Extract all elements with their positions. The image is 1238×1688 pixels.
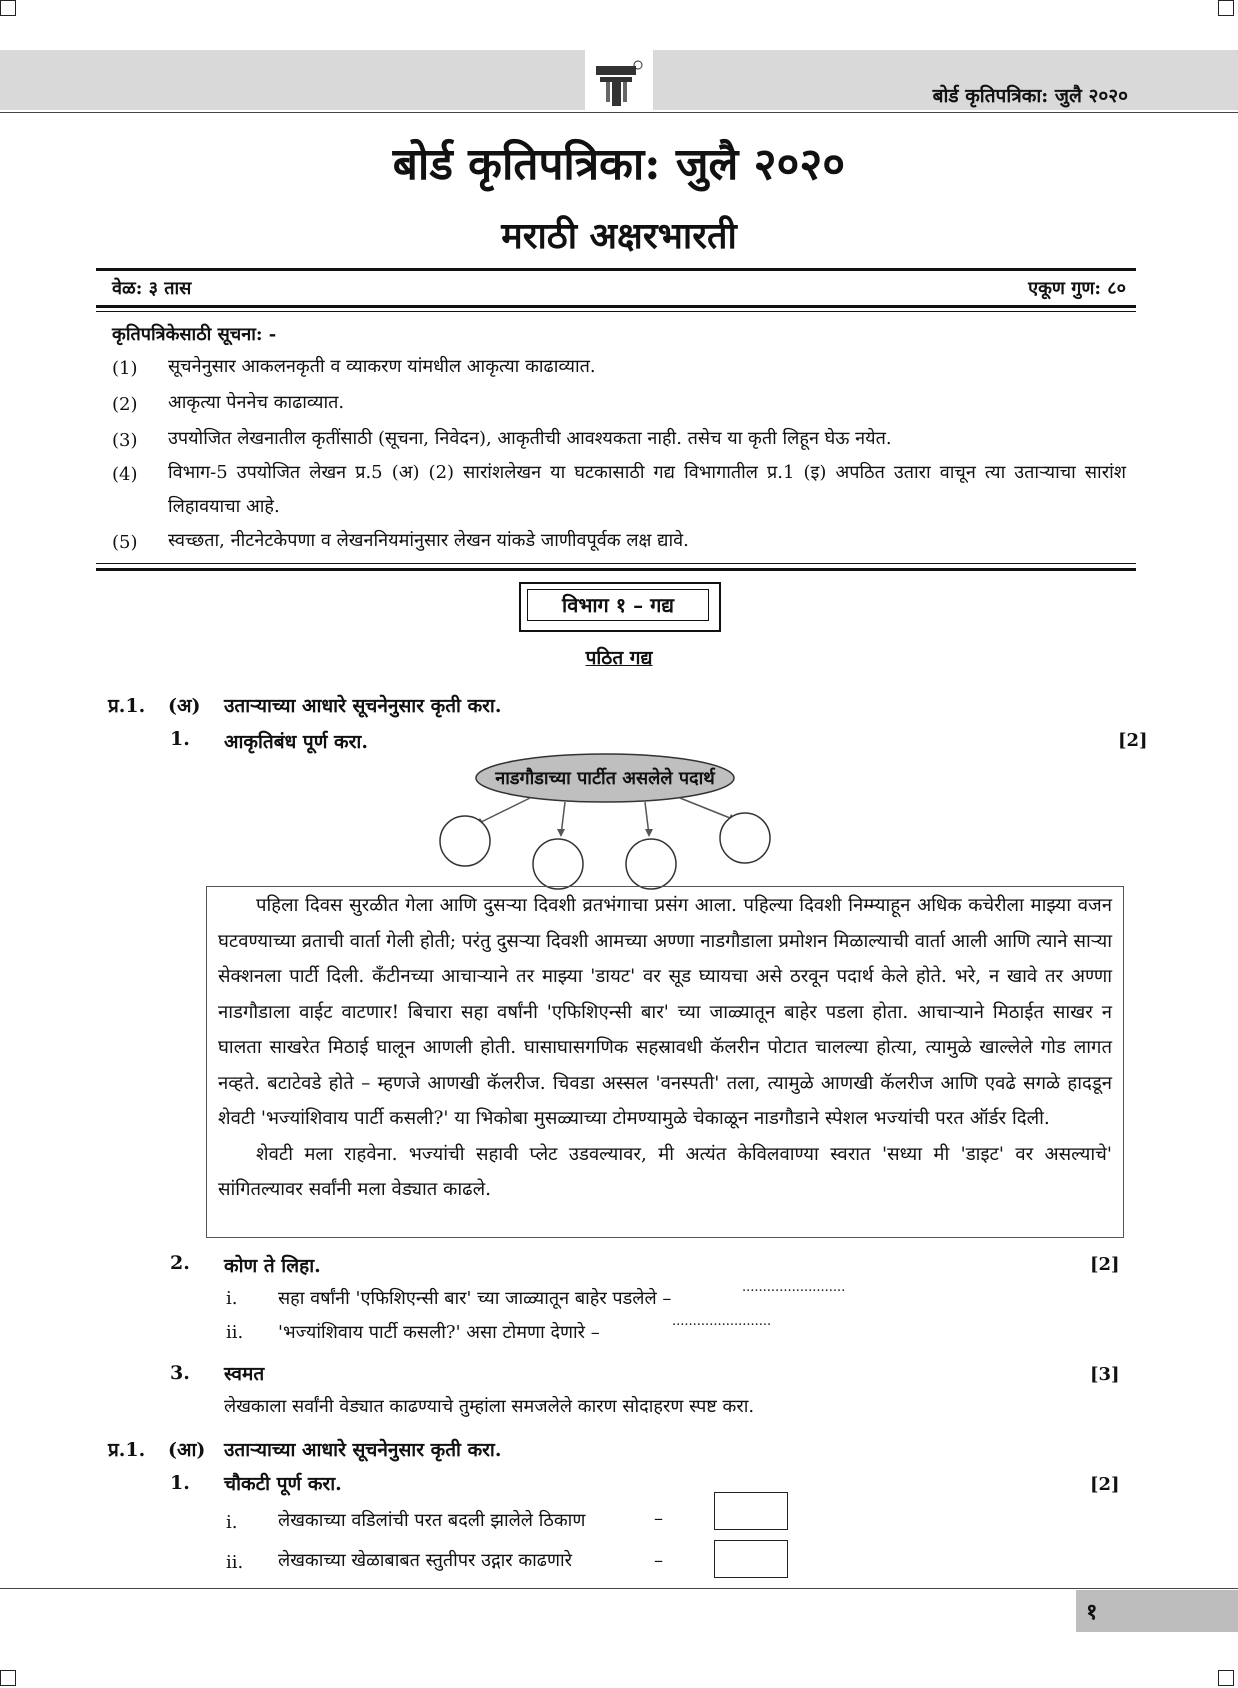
answer-blank[interactable]: ........................ (672, 1314, 772, 1329)
meta-top-rule (96, 268, 1136, 271)
answer-blank[interactable]: ......................... (742, 1280, 846, 1295)
meta-bottom-rule-thin (96, 311, 1136, 312)
item-text: 'भज्यांशिवाय पार्टी कसली?' असा टोमणा देणारे – (278, 1322, 600, 1343)
task-number: 2. (170, 1252, 190, 1274)
passage-paragraph: पहिला दिवस सुरळीत गेला आणि दुसऱ्या दिवशी व्रतभंगाचा प्रसंग आला. पहिल्या दिवशी निम्म्याहून अधिक कचेरीला माझ्या वजन घटवण्याच्या व्रताची वार्ता गेली होती; परंतु दुसऱ्या दिवशी आमच्या अण्णा नाडगौडाला प्रमोशन मिळाल्याची वार्ता आली आणि त्याने साऱ्या सेक्शनला पार्टी दिली. कँटीनच्या आचाऱ्याने तर माझ्या 'डायट' वर सूड घ्यायचा असे ठरवून पदार्थ केले होते. भरे, न खावे तर अण्णा नाडगौडाला वाईट वाटणार! बिचारा सहा वर्षांनी 'एफिशिएन्सी बार' च्या जाळ्यातून बाहेर पडला होता. आचाऱ्याने मिठाईत साखर न घालता साखरेत मिठाई घालून आणली होती. घासाघासगणिक सहस्रावधी कॅलरीन पोटात चालल्या होत्या, त्यामुळे खाल्लेले गोड लागत नव्हते. बटाटेवडे होते – म्हणजे आणखी कॅलरीज. चिवडा अस्सल 'वनस्पती' तला, त्यामुळे आणखी कॅलरीज आणि एवढे सगळे हादडून शेवटी 'भज्यांशिवाय पार्टी कसली?' या भिकोबा मुसळ्याच्या टोमण्यामुळे चेकाळून नाडगौडाने स्पेशल भज्यांची परत ऑर्डर दिली. (218, 895, 1112, 1129)
total-marks: एकूण गुण: ८० (1028, 278, 1126, 299)
crop-mark-bottom-left (0, 1670, 16, 1686)
task-number: 1. (170, 728, 190, 750)
question-label: प्र.1. (108, 695, 146, 717)
running-header-title: बोर्ड कृतिपत्रिका: जुलै २०२० (932, 85, 1128, 107)
item-text: लेखकाच्या खेळाबाबत स्तुतीपर उद्गार काढणारे (278, 1550, 572, 1571)
task-text: कोण ते लिहा. (224, 1255, 321, 1277)
page-title: बोर्ड कृतिपत्रिका: जुलै २०२० (392, 139, 846, 190)
task-number: 3. (170, 1362, 190, 1384)
instruction-number: (3) (112, 430, 138, 451)
instruction-number: (5) (112, 532, 138, 553)
item-text: सहा वर्षांनी 'एफिशिएन्सी बार' च्या जाळ्यातून बाहेर पडलेले – (278, 1288, 672, 1309)
answer-box[interactable] (714, 1540, 788, 1578)
task-text: चौकटी पूर्ण करा. (224, 1473, 342, 1495)
question-text: उताऱ्याच्या आधारे सूचनेनुसार कृती करा. (224, 1439, 502, 1461)
instruction-text: विभाग-5 उपयोजित लेखन प्र.5 (अ) (2) सारांशलेखन या घटकासाठी गद्य विभागातील प्र.1 (इ) अपठित उतारा वाचून त्या उताऱ्याचा सारांश लिहावयाचा आहे. (168, 462, 1126, 517)
publisher-logo-icon (592, 60, 644, 108)
task-text: आकृतिबंध पूर्ण करा. (224, 731, 368, 753)
item-text: लेखकाच्या वडिलांची परत बदली झालेले ठिकाण (278, 1510, 586, 1531)
crop-mark-bottom-right (1218, 1670, 1234, 1686)
question-sub-label: (आ) (168, 1439, 206, 1461)
crop-mark-top-left (0, 0, 16, 16)
question-text: उताऱ्याच्या आधारे सूचनेनुसार कृती करा. (224, 695, 502, 717)
page-number: १ (1086, 1599, 1098, 1625)
instruction-number: (2) (112, 394, 138, 415)
task-text: स्वमत (224, 1363, 265, 1385)
question-sub-label: (अ) (168, 695, 201, 717)
section-heading: विभाग १ – गद्य (527, 589, 709, 621)
crop-mark-top-right (1218, 0, 1234, 16)
task-marks: [2] (1090, 1254, 1120, 1275)
item-dash: – (654, 1508, 663, 1529)
task-number: 1. (170, 1472, 190, 1494)
item-number: i. (226, 1288, 238, 1309)
header-divider (0, 112, 1238, 113)
instruction-text: उपयोजित लेखनातील कृतींसाठी (सूचना, निवेदन), आकृतीची आवश्यकता नाही. तसेच या कृती लिहून घेऊ नयेत. (168, 428, 892, 449)
instructions-rule-thin (96, 563, 1136, 564)
instructions-rule-thick (96, 568, 1136, 571)
meta-bottom-rule (96, 305, 1136, 308)
instructions-title: कृतिपत्रिकेसाठी सूचना: - (112, 324, 277, 345)
task-question: लेखकाला सर्वांनी वेड्यात काढण्याचे तुम्हांला समजलेले कारण सोदाहरण स्पष्ट करा. (224, 1396, 755, 1417)
task-marks: [2] (1090, 1474, 1120, 1495)
item-number: i. (226, 1512, 238, 1533)
instruction-number: (4) (112, 464, 138, 485)
footer-divider (0, 1588, 1238, 1589)
exam-time: वेळ: ३ तास (112, 278, 192, 299)
diagram-center-label: नाडगौडाच्या पार्टीत असलेले पदार्थ (495, 768, 715, 789)
page-subtitle: मराठी अक्षरभारती (501, 215, 737, 257)
answer-box[interactable] (714, 1492, 788, 1530)
question-label: प्र.1. (108, 1439, 146, 1461)
item-number: ii. (226, 1552, 244, 1573)
item-dash: – (654, 1550, 663, 1571)
instruction-number: (1) (112, 358, 138, 379)
passage-text (218, 888, 1112, 1208)
instruction-text: स्वच्छता, नीटनेटकेपणा व लेखननियमांनुसार लेखन यांकडे जाणीवपूर्वक लक्ष द्यावे. (168, 530, 689, 551)
section-subheading: पठित गद्य (585, 647, 653, 669)
item-number: ii. (226, 1322, 244, 1343)
task-marks: [3] (1090, 1364, 1120, 1385)
instruction-text: सूचनेनुसार आकलनकृती व व्याकरण यांमधील आकृत्या काढाव्यात. (168, 356, 596, 377)
passage-paragraph: शेवटी मला राहवेना. भज्यांची सहावी प्लेट उडवल्यावर, मी अत्यंत केविलवाण्या स्वरात 'सध्या मी 'डाइट' वर असल्याचे' सांगितल्यावर सर्वांनी मला वेड्यात काढले. (218, 1143, 1112, 1200)
footer-band (1076, 1590, 1238, 1632)
task-marks: [2] (1118, 730, 1148, 751)
instruction-text: आकृत्या पेननेच काढाव्यात. (168, 392, 345, 413)
